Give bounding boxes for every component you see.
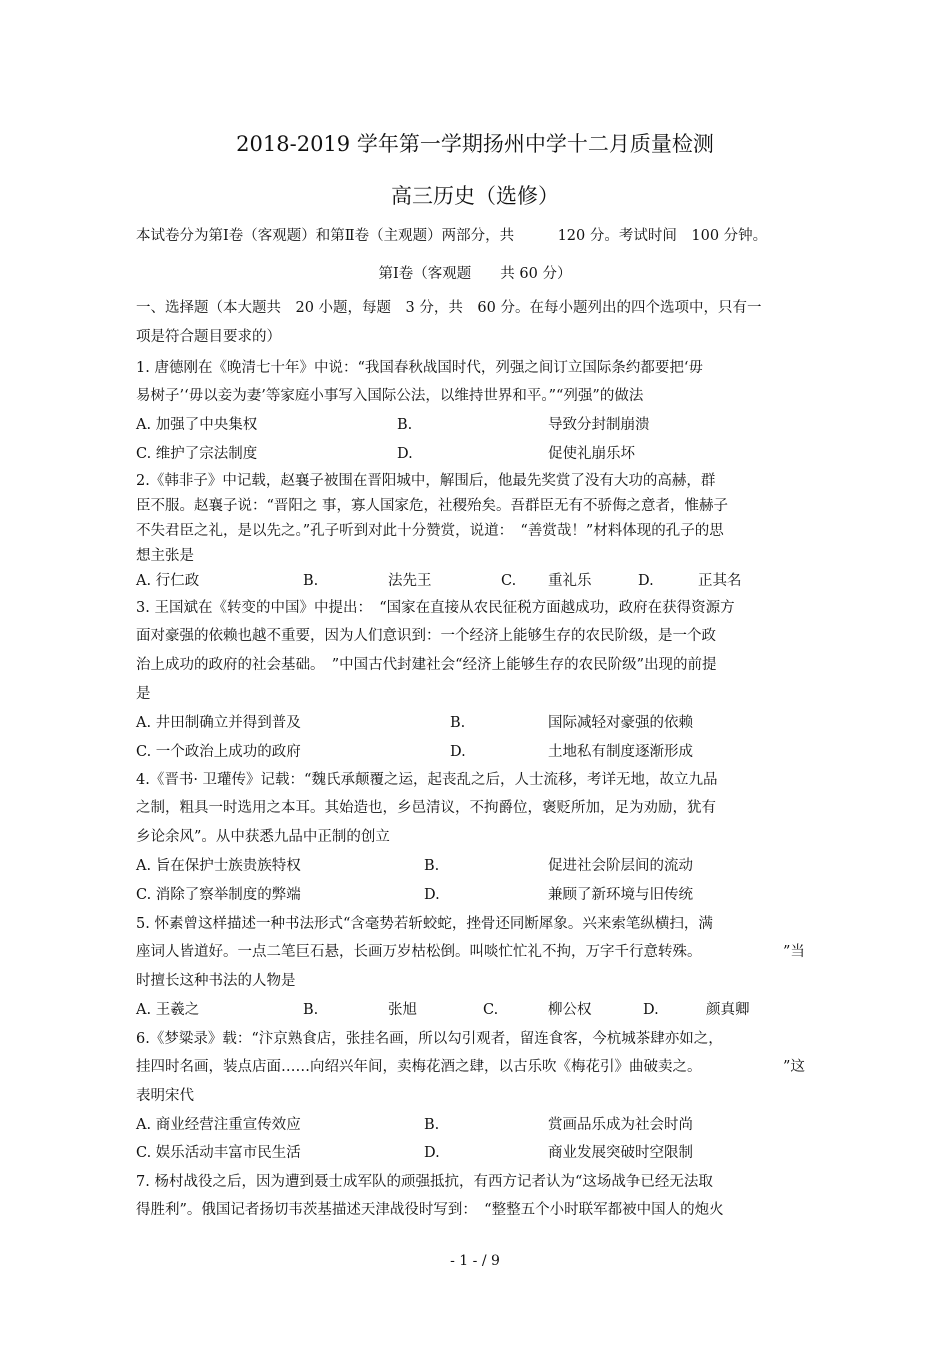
option-d-text: 颜真卿 <box>706 1002 750 1018</box>
option-d-label: D. <box>397 446 413 462</box>
question-text-line: 1. 唐德刚在《晚清七十年》中说：“我国春秋战国时代，列强之间订立国际条约都要把‘毋 <box>136 360 703 376</box>
option-d-text: 促使礼崩乐坏 <box>548 446 635 462</box>
question-text-line: 3. 王国斌在《转变的中国》中提出： “国家在直接从农民征税方面越成功，政府在获得资源方 <box>136 600 735 616</box>
question-text-line: 想主张是 <box>136 548 194 564</box>
question-text-line: 5. 怀素曾这样描述一种书法形式“含毫势若斩蛟蛇，挫骨还同断犀象。兴来索笔纵横扫，满 <box>136 916 713 932</box>
option-b-text: 国际减轻对豪强的依赖 <box>548 715 693 731</box>
question-text-line: 治上成功的政府的社会基础。 ”中国古代封建社会“经济上能够生存的农民阶级”出现的前提 <box>136 657 717 673</box>
option-d-text: 兼顾了新环境与旧传统 <box>548 887 693 903</box>
question-text-line: 表明宋代 <box>136 1088 194 1104</box>
question-text-line: 7. 杨村战役之后，因为遭到聂士成军队的顽强抵抗，有西方记者认为“这场战争已经无法取 <box>136 1174 713 1190</box>
option-a: A. 井田制确立并得到普及 <box>136 715 301 731</box>
option-d-label: D. <box>450 744 466 760</box>
question-text-line: 得胜利”。俄国记者扬切韦茨基描述天津战役时写到： “整整五个小时联军都被中国人的炮火 <box>136 1202 724 1218</box>
page-number: - 1 - / 9 <box>450 1253 500 1269</box>
option-b-label: B. <box>303 1002 319 1018</box>
question-text-line: 是 <box>136 686 151 702</box>
option-d-text: 土地私有制度逐渐形成 <box>548 744 693 760</box>
intro-text: 本试卷分为第Ⅰ卷（客观题）和第Ⅱ卷（主观题）两部分，共 120 分。考试时间 100 分钟。 <box>136 228 768 244</box>
option-d-text: 商业发展突破时空限制 <box>548 1145 693 1161</box>
question-text-line: 4.《晋书· 卫瓘传》记载：“魏氏承颠覆之运，起丧乱之后，人士流移，考详无地，故立九品 <box>136 772 718 788</box>
option-d-label: D. <box>643 1002 659 1018</box>
quote-close-fragment: ”这 <box>783 1059 805 1075</box>
question-text-line: 臣不服。赵襄子说：“晋阳之 事，寡人国家危，社稷殆矣。吾群臣无有不骄侮之意者，惟赫子 <box>136 498 729 514</box>
question-text-line: 6.《梦粱录》载：“汴京熟食店，张挂名画，所以勾引观者，留连食客，今杭城茶肆亦如之， <box>136 1031 723 1047</box>
question-text-line: 挂四时名画，装点店面……向绍兴年间，卖梅花酒之肆，以古乐吹《梅花引》曲破卖之。 <box>136 1059 702 1075</box>
option-a: A. 行仁政 <box>136 573 200 589</box>
question-text-line: 面对豪强的依赖也越不重要，因为人们意识到：一个经济上能够生存的农民阶级，是一个政 <box>136 628 716 644</box>
option-c: C. 维护了宗法制度 <box>136 446 258 462</box>
option-b-label: B. <box>450 715 466 731</box>
option-c: C. 娱乐活动丰富市民生活 <box>136 1145 301 1161</box>
question-text-line: 易树子’‘毋以妾为妻’等家庭小事写入国际公法，以维持世界和平。”“列强”的做法 <box>136 388 644 404</box>
option-b-text: 导致分封制崩溃 <box>548 417 650 433</box>
option-d-label: D. <box>424 1145 440 1161</box>
option-d-text: 正其名 <box>698 573 742 589</box>
question-text-line: 2.《韩非子》中记载，赵襄子被围在晋阳城中，解围后，他最先奖赏了没有大功的高赫，群 <box>136 473 716 489</box>
option-b-text: 张旭 <box>388 1002 417 1018</box>
exam-subtitle: 高三历史（选修） <box>391 184 559 208</box>
option-b-text: 促进社会阶层间的流动 <box>548 858 693 874</box>
option-b-label: B. <box>303 573 319 589</box>
option-c-text: 柳公权 <box>548 1002 592 1018</box>
option-a: A. 加强了中央集权 <box>136 417 258 433</box>
option-c-text: 重礼乐 <box>548 573 592 589</box>
option-d-label: D. <box>424 887 440 903</box>
option-b-label: B. <box>397 417 413 433</box>
question-text-line: 之制，粗具一时选用之本耳。其始造也，乡邑清议，不拘爵位，褒贬所加，足为劝励，犹有 <box>136 800 716 816</box>
part-instruction-line: 项是符合题目要求的） <box>136 329 281 345</box>
question-text-line: 座词人皆道好。一点二笔巨石悬，长画万岁枯松倒。叫啖忙忙礼不拘，万字千行意转殊。 <box>136 944 702 960</box>
exam-title: 2018-2019 学年第一学期扬州中学十二月质量检测 <box>236 132 714 156</box>
option-b-label: B. <box>424 1117 440 1133</box>
question-text-line: 时擅长这种书法的人物是 <box>136 973 296 989</box>
option-a: A. 王羲之 <box>136 1002 200 1018</box>
option-a: A. 旨在保护士族贵族特权 <box>136 858 301 874</box>
option-c: C. 一个政治上成功的政府 <box>136 744 301 760</box>
option-b-label: B. <box>424 858 440 874</box>
question-text-line: 不失君臣之礼，是以先之。”孔子听到对此十分赞赏，说道： “善赏哉！”材料体现的孔子的思 <box>136 523 724 539</box>
question-text-line: 乡论余风”。从中获悉九品中正制的创立 <box>136 829 390 845</box>
quote-close-fragment: ”当 <box>783 944 805 960</box>
option-c-label: C. <box>501 573 517 589</box>
option-b-text: 法先王 <box>388 573 432 589</box>
part-instruction-line: 一、选择题（本大题共 20 小题，每题 3 分，共 60 分。在每小题列出的四个选项中，只有一 <box>136 300 762 316</box>
section-heading: 第Ⅰ卷（客观题 共 60 分） <box>378 266 572 282</box>
option-d-label: D. <box>638 573 654 589</box>
option-c: C. 消除了察举制度的弊端 <box>136 887 301 903</box>
option-a: A. 商业经营注重宣传效应 <box>136 1117 301 1133</box>
option-c-label: C. <box>483 1002 499 1018</box>
option-b-text: 赏画品乐成为社会时尚 <box>548 1117 693 1133</box>
